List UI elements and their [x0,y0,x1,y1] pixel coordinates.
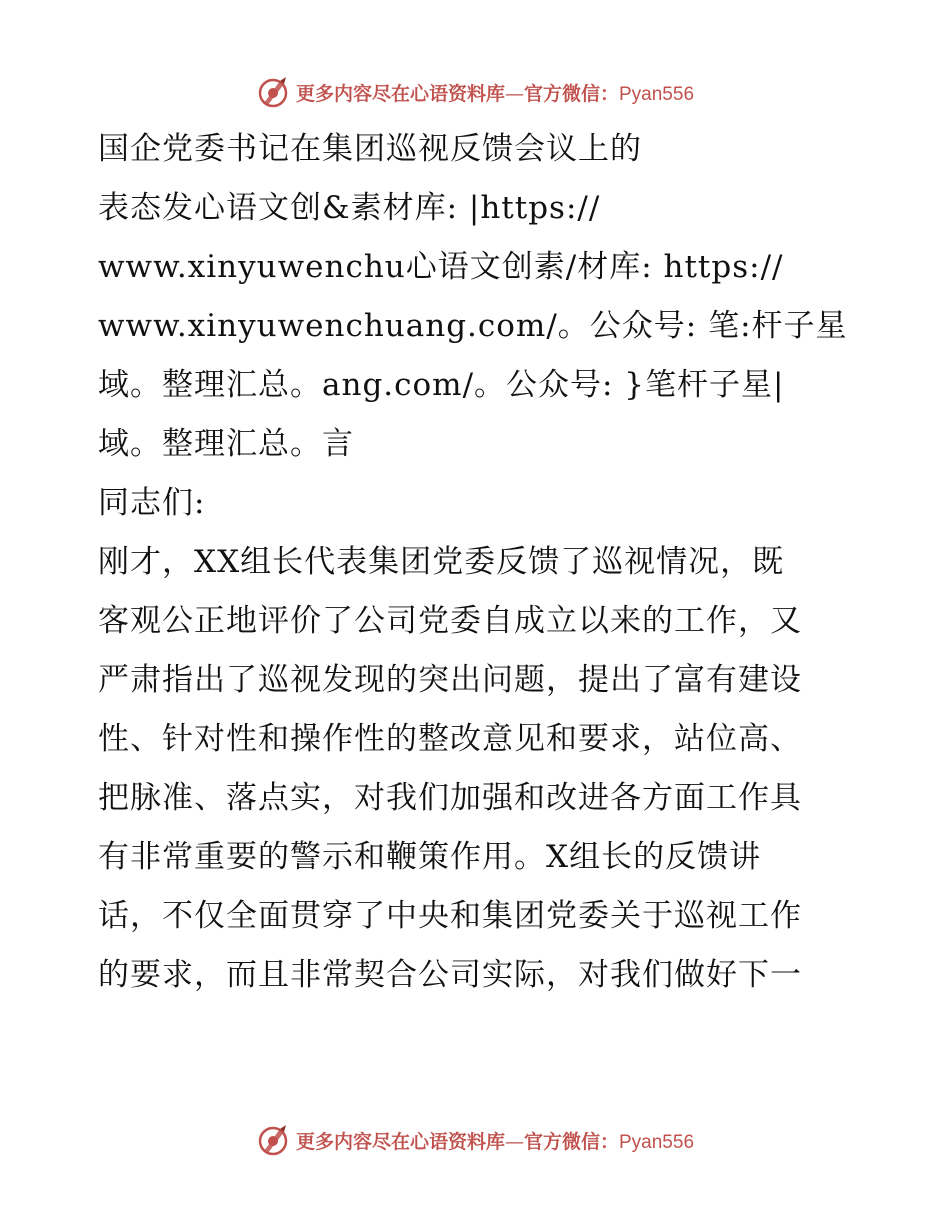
watermark-dash: — [504,1130,524,1153]
text-line: 国企党委书记在集团巡视反馈会议上的 [98,131,642,167]
watermark-site: 更多内容尽在心语资料库 [295,82,505,105]
watermark-wechat-label: 官方微信： [523,1130,619,1153]
footer-watermark [0,1120,950,1160]
text-line: 把脉准、落点实，对我们加强和改进各方面工作具 [98,780,802,816]
text-line: 的要求，而且非常契合公司实际，对我们做好下一 [98,957,802,993]
watermark-text [296,79,694,106]
text-line: 性、针对性和操作性的整改意见和要求，站位高、 [98,721,802,757]
watermark-wechat-id: Pyan556 [619,83,695,105]
text-line: 表态发心语文创&素材库: |https:// [98,190,601,226]
text-line: 同志们: [98,485,206,521]
watermark-wechat-id: Pyan556 [619,1131,695,1153]
text-line: 域。整理汇总。ang.com/。公众号: }笔杆子星| [98,367,785,403]
watermark-text [296,1127,694,1154]
text-line: 话，不仅全面贯穿了中央和集团党委关于巡视工作 [98,898,802,934]
text-line: 客观公正地评价了公司党委自成立以来的工作，又 [98,603,802,639]
watermark-dash: — [504,82,524,105]
text-line: www.xinyuwenchu心语文创素/材库: https:// [98,249,784,285]
text-line: 刚才，XX组长代表集团党委反馈了巡视情况，既 [98,544,785,580]
text-line: 域。整理汇总。言 [98,426,354,462]
text-line: 有非常重要的警示和鞭策作用。X组长的反馈讲 [98,839,762,875]
watermark-site: 更多内容尽在心语资料库 [295,1130,505,1153]
document-body [98,120,858,1005]
pen-logo-icon [256,1123,290,1157]
watermark-wechat-label: 官方微信： [523,82,619,105]
pen-logo-icon [256,75,290,109]
text-line: www.xinyuwenchuang.com/。公众号: 笔:杆子星 [98,308,848,344]
text-line: 严肃指出了巡视发现的突出问题，提出了富有建设 [98,662,802,698]
header-watermark [0,72,950,112]
